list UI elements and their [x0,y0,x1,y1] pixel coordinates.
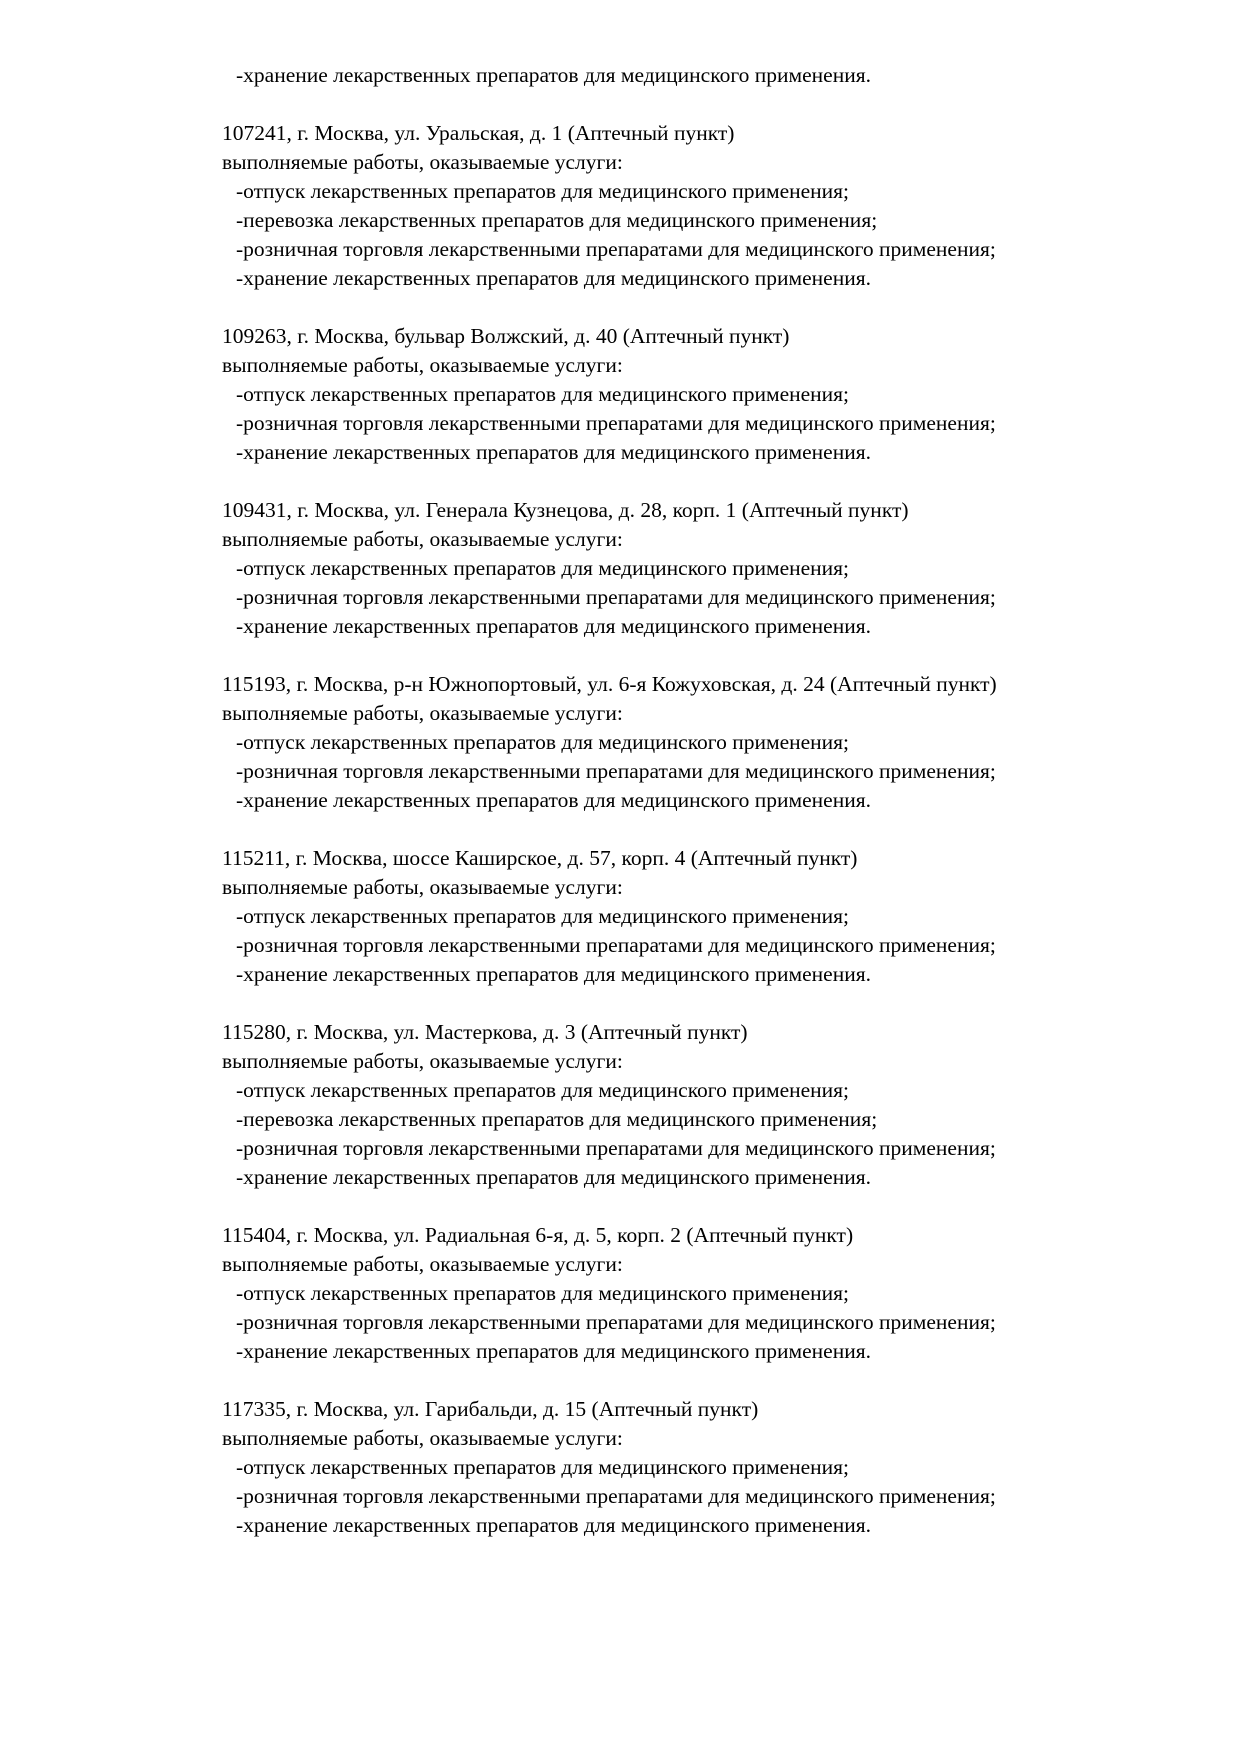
entry-address: 115280, г. Москва, ул. Мастеркова, д. 3 (Аптечный пункт) [222,1020,748,1044]
entry-address: 109431, г. Москва, ул. Генерала Кузнецова, д. 28, корп. 1 (Аптечный пункт) [222,498,909,522]
service-item: -хранение лекарственных препаратов для медицинского применения. [236,266,871,290]
service-item: -розничная торговля лекарственными препаратами для медицинского применения; [236,933,996,957]
continuation-block [222,61,1222,90]
service-item: -отпуск лекарственных препаратов для медицинского применения; [236,1281,850,1305]
entry [222,119,1222,293]
service-item: -розничная торговля лекарственными препаратами для медицинского применения; [236,1310,996,1334]
entry [222,670,1222,815]
entry [222,1395,1222,1540]
entry-subtitle: выполняемые работы, оказываемые услуги: [222,527,623,551]
service-item: -отпуск лекарственных препаратов для медицинского применения; [236,730,850,754]
service-item: -хранение лекарственных препаратов для медицинского применения. [236,788,871,812]
service-item: -отпуск лекарственных препаратов для медицинского применения; [236,1455,850,1479]
service-item: -отпуск лекарственных препаратов для медицинского применения; [236,179,850,203]
service-item: -хранение лекарственных препаратов для медицинского применения. [236,614,871,638]
entry-address: 109263, г. Москва, бульвар Волжский, д. 40 (Аптечный пункт) [222,324,790,348]
entry [222,496,1222,641]
entry-address: 117335, г. Москва, ул. Гарибальди, д. 15 (Аптечный пункт) [222,1397,759,1421]
entry-subtitle: выполняемые работы, оказываемые услуги: [222,701,623,725]
service-item: -розничная торговля лекарственными препаратами для медицинского применения; [236,1136,996,1160]
entry-subtitle: выполняемые работы, оказываемые услуги: [222,150,623,174]
entry-address: 115404, г. Москва, ул. Радиальная 6-я, д. 5, корп. 2 (Аптечный пункт) [222,1223,854,1247]
service-item: -хранение лекарственных препаратов для медицинского применения. [236,1165,871,1189]
service-item: -розничная торговля лекарственными препаратами для медицинского применения; [236,411,996,435]
document-body [222,61,1222,1540]
entry [222,1221,1222,1366]
entry-address: 115211, г. Москва, шоссе Каширское, д. 57, корп. 4 (Аптечный пункт) [222,846,858,870]
entry-subtitle: выполняемые работы, оказываемые услуги: [222,1252,623,1276]
service-item: -отпуск лекарственных препаратов для медицинского применения; [236,382,850,406]
entry-address: 115193, г. Москва, р-н Южнопортовый, ул. 6-я Кожуховская, д. 24 (Аптечный пункт) [222,672,997,696]
service-item: -перевозка лекарственных препаратов для медицинского применения; [236,1107,878,1131]
service-item: -хранение лекарственных препаратов для медицинского применения. [236,63,871,87]
service-item: -розничная торговля лекарственными препаратами для медицинского применения; [236,1484,996,1508]
service-item: -розничная торговля лекарственными препаратами для медицинского применения; [236,759,996,783]
service-item: -хранение лекарственных препаратов для медицинского применения. [236,1339,871,1363]
service-item: -хранение лекарственных препаратов для медицинского применения. [236,962,871,986]
service-item: -отпуск лекарственных препаратов для медицинского применения; [236,556,850,580]
service-item: -отпуск лекарственных препаратов для медицинского применения; [236,904,850,928]
entry [222,844,1222,989]
entry-subtitle: выполняемые работы, оказываемые услуги: [222,353,623,377]
service-item: -розничная торговля лекарственными препаратами для медицинского применения; [236,237,996,261]
service-item: -хранение лекарственных препаратов для медицинского применения. [236,440,871,464]
entry [222,1018,1222,1192]
service-item: -отпуск лекарственных препаратов для медицинского применения; [236,1078,850,1102]
service-item: -перевозка лекарственных препаратов для медицинского применения; [236,208,878,232]
entry-address: 107241, г. Москва, ул. Уральская, д. 1 (Аптечный пункт) [222,121,735,145]
entry-subtitle: выполняемые работы, оказываемые услуги: [222,875,623,899]
entry [222,322,1222,467]
service-item: -розничная торговля лекарственными препаратами для медицинского применения; [236,585,996,609]
entry-subtitle: выполняемые работы, оказываемые услуги: [222,1426,623,1450]
entry-subtitle: выполняемые работы, оказываемые услуги: [222,1049,623,1073]
service-item: -хранение лекарственных препаратов для медицинского применения. [236,1513,871,1537]
